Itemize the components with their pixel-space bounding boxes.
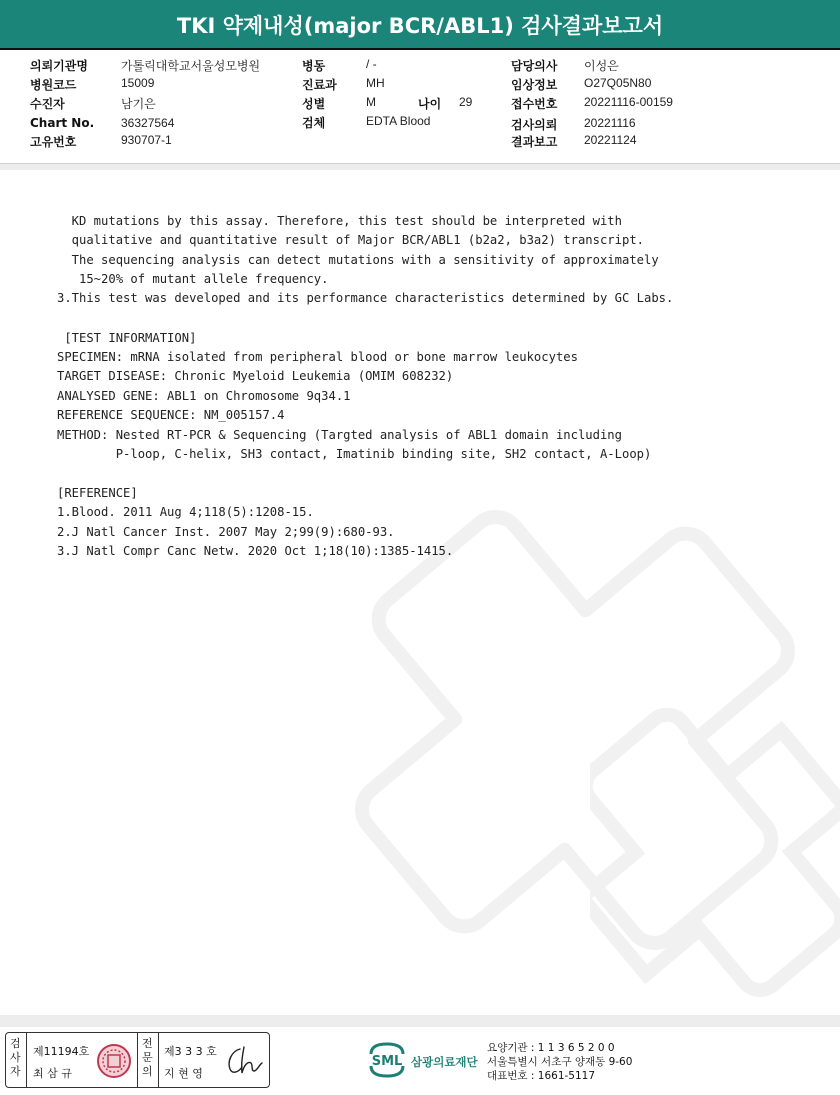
note-line: 15~20% of mutant allele frequency. (57, 272, 329, 286)
org-address: 서울특별시 서초구 양재동 9-60 (487, 1056, 633, 1068)
value-receipt-no: 20221116-00159 (584, 95, 673, 109)
sml-logo-icon (365, 1040, 409, 1080)
value-physician: 이성은 (584, 59, 619, 73)
test-info-method: METHOD: Nested RT-PCR & Sequencing (Targted analysis of ABL1 domain including (57, 428, 622, 442)
value-specimen: EDTA Blood (366, 114, 431, 128)
note-line: KD mutations by this assay. Therefore, this test should be interpreted with (57, 214, 622, 228)
header-divider (0, 163, 840, 170)
signature-box (5, 1032, 270, 1088)
test-info-method-continued: P-loop, C-helix, SH3 contact, Imatinib binding site, SH2 contact, A-Loop) (57, 447, 652, 461)
test-info-reference-sequence: REFERENCE SEQUENCE: NM_005157.4 (57, 408, 285, 422)
report-title-bar (0, 0, 840, 50)
specialist-label-2: 문 (142, 1051, 153, 1064)
value-clinical-info: O27Q05N80 (584, 76, 652, 90)
label-requesting-institution: 의뢰기관명 (30, 59, 88, 73)
reference-heading: [REFERENCE] (57, 486, 138, 500)
inspector-name: 최 삼 규 (33, 1067, 72, 1080)
value-patient: 남기은 (121, 97, 156, 111)
label-test-request-date: 검사의뢰 (511, 118, 558, 132)
label-receipt-no: 접수번호 (511, 97, 558, 111)
label-age: 나이 (418, 97, 442, 111)
patient-info-header (0, 50, 840, 163)
value-sex: M (366, 95, 376, 109)
inspector-label-3: 자 (10, 1065, 21, 1078)
label-clinical-info: 임상정보 (511, 78, 558, 92)
org-name: 삼광의료재단 (411, 1055, 478, 1069)
label-specimen: 검체 (302, 116, 326, 130)
note-line: qualitative and quantitative result of Major BCR/ABL1 (b2a2, b3a2) transcript. (57, 233, 644, 247)
inspector-label-1: 검 (10, 1037, 21, 1050)
value-test-request-date: 20221116 (584, 116, 636, 130)
test-info-target-disease: TARGET DISEASE: Chronic Myeloid Leukemia (OMIM 608232) (57, 369, 454, 383)
report-title: TKI 약제내성(major BCR/ABL1) 검사결과보고서 (176, 14, 664, 38)
inspector-label-2: 사 (10, 1051, 21, 1064)
label-physician: 담당의사 (511, 59, 558, 73)
test-info-analysed-gene: ANALYSED GENE: ABL1 on Chromosome 9q34.1 (57, 389, 351, 403)
reference-item: 3.J Natl Compr Canc Netw. 2020 Oct 1;18(10):1385-1415. (57, 544, 454, 558)
value-department: MH (366, 76, 385, 90)
value-unique-no: 930707-1 (121, 133, 172, 147)
value-result-report-date: 20221124 (584, 133, 637, 147)
label-result-report-date: 결과보고 (511, 135, 558, 149)
specialist-label-1: 전 (142, 1037, 153, 1050)
label-department: 진료과 (302, 78, 337, 92)
report-footer (0, 1027, 840, 1095)
label-hospital-code: 병원코드 (30, 78, 77, 92)
footer-divider (0, 1015, 840, 1027)
specialist-name: 지 현 영 (164, 1067, 203, 1080)
note-line: The sequencing analysis can detect mutations with a sensitivity of approximately (57, 253, 659, 267)
label-ward: 병동 (302, 59, 326, 73)
signature-icon (224, 1043, 266, 1079)
inspector-seal-icon (96, 1043, 132, 1079)
report-body (0, 170, 840, 1015)
specialist-label-3: 의 (142, 1065, 153, 1078)
label-patient: 수진자 (30, 97, 65, 111)
value-requesting-institution: 가톨릭대학교서울성모병원 (121, 59, 261, 73)
inspector-license-no: 제11194호 (33, 1045, 90, 1058)
label-chart-no: Chart No. (30, 116, 95, 130)
test-info-specimen: SPECIMEN: mRNA isolated from peripheral blood or bone marrow leukocytes (57, 350, 578, 364)
value-chart-no: 36327564 (121, 116, 175, 130)
label-unique-no: 고유번호 (30, 135, 77, 149)
test-information-heading: [TEST INFORMATION] (57, 331, 197, 345)
org-phone: 대표번호 : 1661-5117 (487, 1070, 596, 1082)
value-hospital-code: 15009 (121, 76, 155, 90)
label-sex: 성별 (302, 97, 326, 111)
value-age: 29 (459, 95, 473, 109)
reference-item: 2.J Natl Cancer Inst. 2007 May 2;99(9):680-93. (57, 525, 395, 539)
specialist-license-no: 제3 3 3 호 (164, 1045, 217, 1058)
institution-code: 요양기관 : 1 1 3 6 5 2 0 0 (487, 1042, 615, 1054)
note-line: 3.This test was developed and its performance characteristics determined by GC Labs. (57, 291, 674, 305)
value-ward: / - (366, 57, 377, 71)
reference-item: 1.Blood. 2011 Aug 4;118(5):1208-15. (57, 505, 314, 519)
sml-logo-text: SML (371, 1054, 403, 1069)
